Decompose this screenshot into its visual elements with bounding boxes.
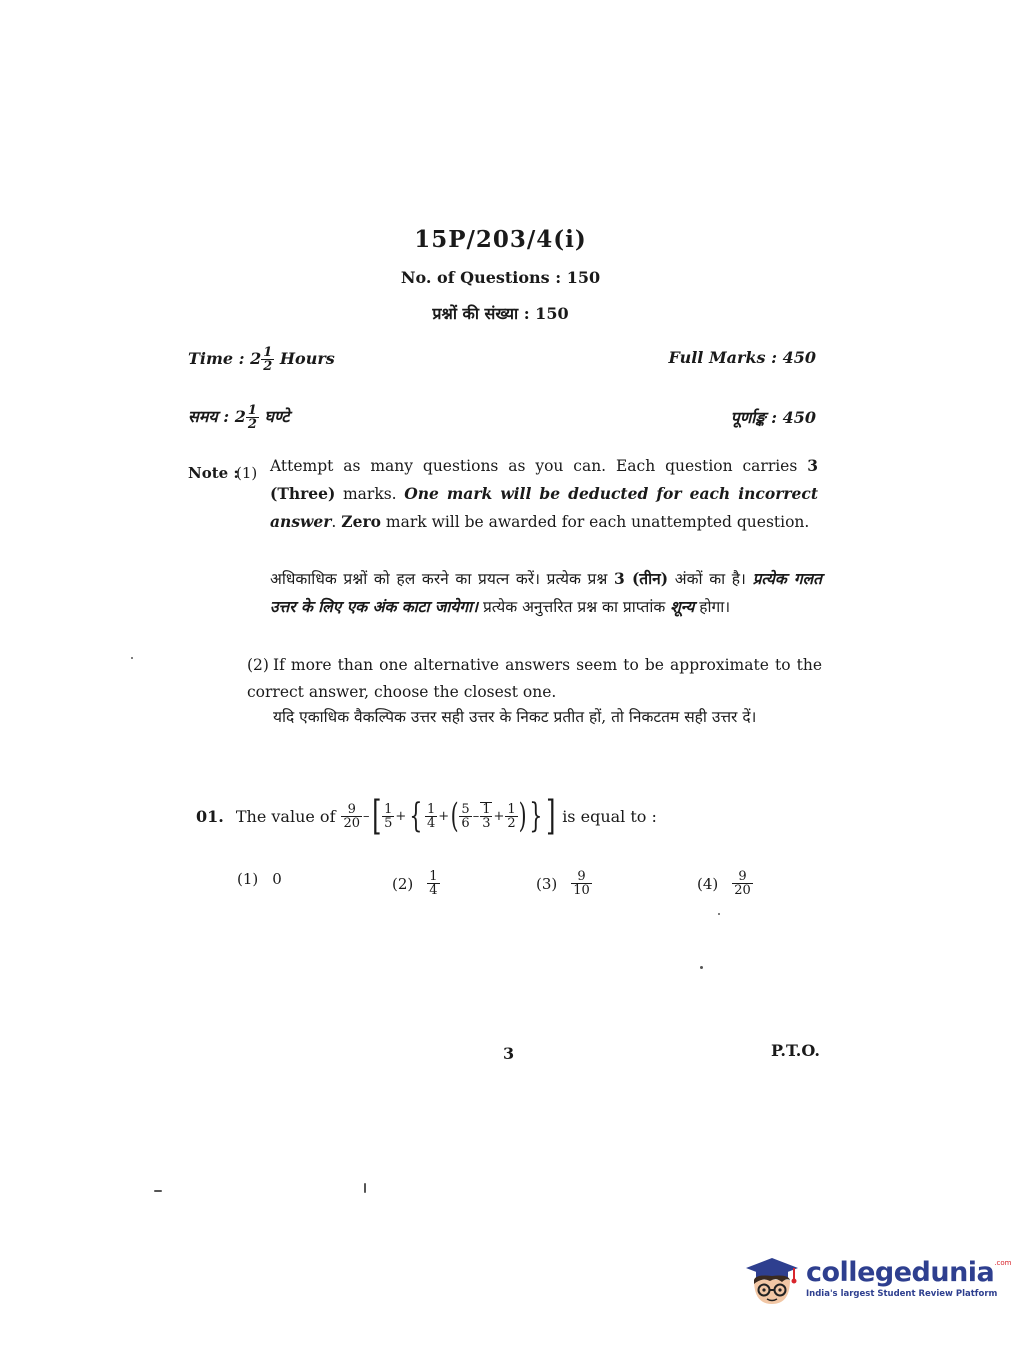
open-curly-brace: {: [409, 796, 423, 836]
frac-num: 9: [571, 870, 592, 884]
plus-sign: +: [438, 808, 450, 824]
minus-sign: –: [363, 808, 370, 824]
time-num: 1: [263, 345, 273, 360]
note1-en-penalty: One mark will be deducted for each incorrect answer: [270, 484, 818, 531]
note-label: [188, 464, 239, 482]
note1-hi-penalty: प्रत्येक गलत उत्तर के लिए एक अंक काटा जायेगा।: [270, 569, 823, 616]
question-count-english: No. of Questions : 150: [400, 268, 601, 287]
note1-en-part: mark will be awarded for each unattempted question.: [380, 513, 810, 531]
option-3[interactable]: [536, 870, 592, 897]
full-marks-hindi: पूर्णाङ्क : 450: [730, 408, 816, 427]
time-value-hindi: [234, 403, 265, 432]
frac-den: 20: [343, 815, 361, 831]
time-fraction-hindi: [246, 404, 259, 431]
note1-en-part: marks.: [335, 485, 405, 503]
frac-den: 2: [507, 815, 516, 831]
full-marks-english: Full Marks : 450: [668, 348, 816, 367]
question-number: 01.: [196, 806, 224, 826]
note-label-text: Note :: [188, 464, 239, 482]
time-whole: 2: [250, 349, 262, 368]
frac-f: [505, 803, 517, 830]
time-label: Time :: [188, 349, 251, 368]
option-4[interactable]: [697, 870, 753, 897]
time-value: [250, 345, 280, 374]
frac-den: 5: [384, 815, 393, 831]
note1-hi-part: प्रत्येक अनुत्तरित प्रश्न का प्राप्तांक: [478, 598, 671, 616]
scan-speck: [364, 1183, 366, 1193]
option-fraction: [571, 870, 592, 897]
frac-num: 9: [341, 803, 362, 817]
frac-den: 3: [482, 816, 491, 831]
collegedunia-watermark[interactable]: [742, 1250, 1011, 1308]
note1-en-marks: 3 (Three): [270, 456, 818, 503]
option-label: (1): [237, 870, 259, 888]
time-hindi: [188, 404, 289, 431]
frac-den: 4: [426, 815, 436, 831]
scan-speck: [718, 913, 720, 915]
time-label-hindi: समय :: [188, 407, 235, 426]
frac-a: [341, 803, 362, 830]
plus-sign: +: [395, 808, 407, 824]
frac-e: [480, 802, 492, 830]
time-unit-hindi: घण्टे: [264, 407, 290, 426]
note2-en-text: If more than one alternative answers seem to be approximate to the correct answer, choose the closest one.: [247, 656, 822, 701]
time-den-hindi: 2: [247, 417, 257, 432]
option-label: (3): [536, 874, 558, 893]
note1-hi-zero: शून्य: [670, 597, 695, 616]
option-1[interactable]: [237, 870, 282, 888]
collegedunia-mascot-icon: [742, 1250, 800, 1308]
option-value: 0: [272, 870, 282, 888]
frac-den: 10: [573, 883, 590, 898]
note1-hi-part: अधिकाधिक प्रश्नों को हल करने का प्रयत्न करें। प्रत्येक प्रश्न: [270, 570, 615, 588]
note1-hindi: [270, 565, 822, 621]
note1-english: [270, 452, 818, 536]
plus-sign: +: [493, 808, 505, 824]
frac-c: [425, 803, 437, 830]
question-suffix: is equal to :: [562, 806, 657, 826]
frac-num: 5: [461, 801, 470, 817]
frac-b: [382, 803, 394, 830]
brand-text: [806, 1259, 1011, 1299]
time-num-hindi: 1: [247, 403, 257, 418]
note2-number: (2): [247, 656, 269, 674]
brand-tagline: India's largest Student Review Platform: [806, 1289, 998, 1299]
option-label: (4): [697, 874, 719, 893]
question-count-hindi: प्रश्नों की संख्या : 150: [432, 304, 569, 323]
note1-en-zero: Zero: [341, 512, 381, 531]
time-whole-hindi: 2: [234, 407, 246, 426]
open-paren: (: [450, 796, 459, 836]
close-curly-brace: }: [529, 796, 543, 836]
frac-num: 1: [429, 869, 438, 884]
brand-domain: .com: [994, 1259, 1011, 1267]
brand-name: collegedunia: [806, 1257, 995, 1288]
time-unit: Hours: [279, 349, 335, 368]
option-label: (2): [392, 874, 414, 893]
close-square-bracket: ]: [545, 793, 556, 839]
option-2[interactable]: [392, 870, 440, 897]
scan-speck: [131, 657, 133, 659]
frac-den: 4: [429, 883, 438, 898]
frac-num: 1: [426, 801, 436, 817]
scan-speck: [154, 1190, 162, 1192]
note1-hi-marks: 3 (तीन): [614, 569, 669, 588]
frac-den: 20: [734, 883, 751, 898]
frac-num: 1: [482, 802, 491, 817]
paper-code: 15P/203/4(i): [414, 226, 587, 253]
question-1: [196, 793, 657, 839]
note1-number: (1): [236, 464, 258, 482]
close-paren: ): [518, 796, 527, 836]
frac-d: [459, 803, 471, 830]
note2-english: [247, 652, 822, 706]
note2-hindi: यदि एकाधिक वैकल्पिक उत्तर सही उत्तर के निकट प्रतीत हों, तो निकटतम सही उत्तर दें।: [273, 708, 757, 726]
open-square-bracket: [: [371, 793, 382, 839]
frac-den: 6: [461, 815, 470, 831]
math-expression: [341, 793, 556, 839]
time-fraction: [261, 346, 274, 373]
question-prefix: The value of: [235, 806, 336, 826]
please-turn-over: P.T.O.: [771, 1041, 820, 1060]
scan-speck: [700, 966, 703, 969]
time-english: [188, 346, 335, 373]
frac-num: 1: [507, 801, 516, 817]
note1-en-part: Attempt as many questions as you can. Each question carries: [270, 457, 808, 475]
page-number: 3: [503, 1044, 515, 1063]
minus-sign: –: [472, 808, 480, 824]
option-fraction: [732, 870, 753, 897]
note1-hi-part: होगा।: [694, 598, 731, 616]
note1-en-part: .: [331, 513, 342, 531]
option-fraction: [427, 870, 439, 897]
frac-num: 1: [384, 801, 393, 817]
time-den: 2: [263, 359, 273, 374]
frac-num: 9: [732, 870, 753, 884]
note1-hi-part: अंकों का है।: [668, 570, 753, 588]
